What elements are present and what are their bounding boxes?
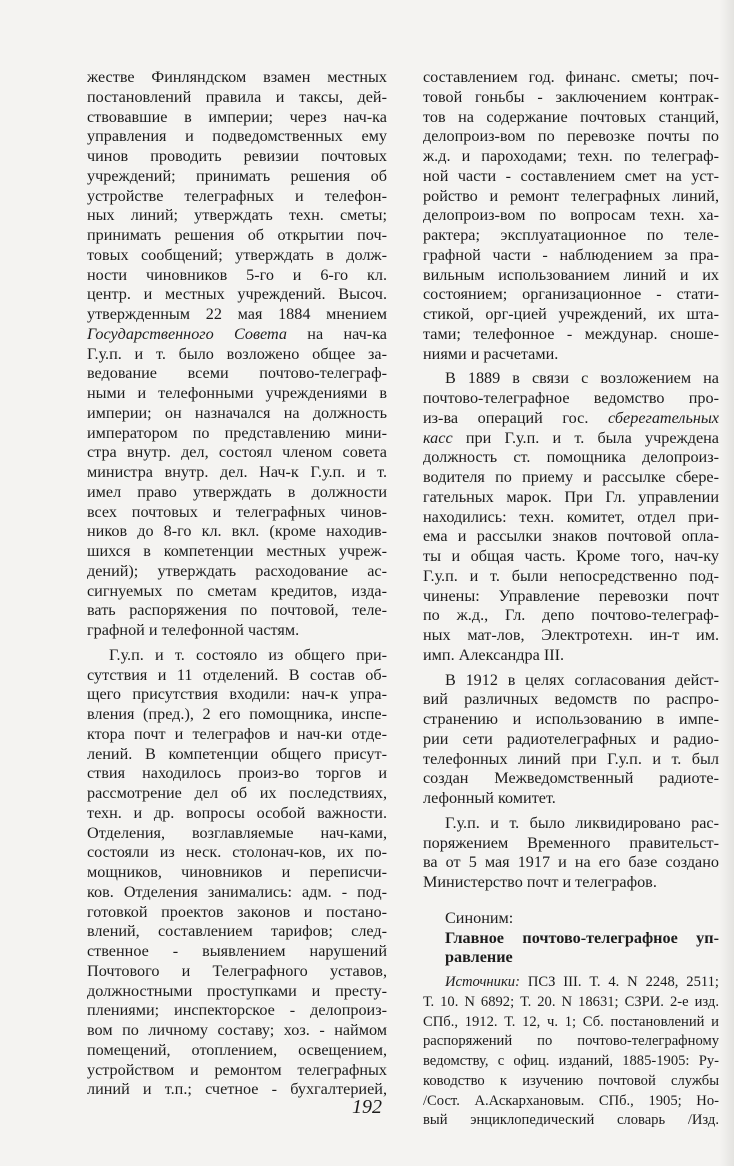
text-line: чинены: Управление перевозки почт: [423, 586, 719, 605]
text-line: вать распоряжения по почтовой, теле-: [87, 601, 387, 620]
text-line: влений, составлением тарифов; след-: [87, 922, 387, 941]
text-line: из-ва операций гос. сберегательных: [423, 408, 719, 427]
text-line: тов на содержание почтовых станций,: [423, 107, 719, 126]
text-line: рактера; эксплуатационное по теле-: [423, 226, 719, 244]
text-line: ведомству, с офиц. изданий, 1885-1905: Ру-: [423, 1053, 719, 1069]
text-line: /Сост. А.Аскархановым. СПб., 1905; Но-: [423, 1092, 719, 1109]
text-line: ема и рассылки знаков почтовой опла-: [423, 527, 719, 546]
text-line: шихся в компетенции местных учреж-: [87, 542, 387, 560]
page-edge-shadow: [720, 0, 734, 1166]
text-line: дений); утверждать расходование ас-: [87, 561, 387, 580]
text-line: состояли из неск. столонач-ков, их по-: [87, 843, 387, 862]
text-line: гательных марок. При Гл. управлении: [423, 487, 719, 506]
text-line: имп. Александра III.: [423, 645, 565, 664]
text-line: стра внутр. дел, состоял членом совета: [87, 443, 387, 462]
text-line: Г.у.п. и т. было возложено общее за-: [87, 344, 387, 363]
text-line: ж.д. и пароходами; техн. по телеграф-: [423, 147, 719, 165]
text-line: вления (пред.), 2 его помощника, инспе-: [87, 705, 387, 723]
italic-term: сберегательных: [607, 408, 719, 427]
text-line: ведование всеми почтово-телеграф-: [87, 364, 387, 383]
text-line: ников до 8-го кл. вкл. (кроме находив-: [87, 522, 387, 541]
text-line: должность ст. помощника делопроиз-: [423, 448, 719, 467]
text-line: телефонных линий при Г.у.п. и т. был: [423, 749, 719, 768]
text-line: ными и телефонными учреждениями в: [87, 384, 387, 402]
text-line: ственное - выявлением нарушений: [87, 942, 387, 960]
text-line: распоряжений по почтово-телеграфному: [423, 1033, 719, 1050]
text-line: плениями; инспекторское - делопроиз-: [87, 1001, 387, 1020]
text-line: делопроиз-вом по вопросам техн. ха-: [423, 206, 719, 225]
text-line: по ж.д., Гл. депо почтово-телеграф-: [423, 606, 719, 625]
text-line: водителя по приему и рассылке сбере-: [423, 468, 719, 486]
text-line: лефонный комитет.: [423, 789, 556, 807]
text-line: почтово-телеграфное ведомство про-: [423, 389, 719, 407]
text-line: лений. В компетенции общего присут-: [87, 744, 387, 763]
paragraph-left-2: [87, 646, 387, 1100]
text-line: министра внутр. дел. Нач-к Г.у.п. и т.: [87, 463, 387, 481]
paragraph-right-3: [423, 671, 719, 809]
text-line: ствовавшие в империи; через нач-ка: [87, 107, 387, 126]
text-line: постановлений правила и таксы, дей-: [87, 87, 387, 106]
text-line: устройством и ремонтом телеграфных: [87, 1060, 387, 1079]
text-line: щего присутствия входили: нач-к упра-: [87, 685, 387, 704]
text-line: техн. и др. вопросы особой важности.: [87, 803, 387, 822]
text-line: составлением год. финанс. сметы; поч-: [423, 68, 719, 86]
text-line: ной части - составлением смет на уст-: [423, 166, 719, 185]
text-line: ности чиновников 5-го и 6-го кл.: [87, 265, 387, 284]
italic-term: касс: [423, 428, 453, 447]
text-line: состоянием; организационное - стати-: [423, 285, 719, 304]
text-line: чинов проводить ревизии почтовых: [87, 147, 387, 165]
text-line: СПб., 1912. Т. 12, ч. 1; Сб. постановлений и: [423, 1013, 719, 1030]
text-line: готовкой проектов законов и постано-: [87, 902, 387, 921]
text-line: империи; он назначался на должность: [87, 403, 387, 422]
text-line: товой гоньбы - заключением контрак-: [423, 87, 719, 106]
text-line: ных линий; утверждать техн. сметы;: [87, 206, 387, 225]
paragraph-right-2: [423, 369, 719, 665]
text-line: ководство к изучению почтовой службы: [423, 1072, 719, 1089]
text-line: рассмотрение дел об их последствиях,: [87, 784, 387, 802]
text-line: вильным использованием линий и их: [423, 265, 719, 284]
text-line: касс при Г.у.п. и т. была учреждена: [423, 428, 719, 447]
text-line: товых сообщений; утверждать в долж-: [87, 245, 387, 264]
text-line: Отделения, возглавляемые нач-ками,: [87, 823, 387, 842]
text-line: центр. и местных учреждений. Высоч.: [87, 285, 387, 304]
text-line: линий и т.п.; счетное - бухгалтерией,: [87, 1080, 387, 1099]
paragraph-right-1: [423, 68, 719, 364]
text-line: графной и телефонной частям.: [87, 621, 300, 639]
text-line: ва от 5 мая 1917 и на его базе создано: [423, 853, 719, 872]
text-line: императором по представлению мини-: [87, 423, 387, 442]
text-line: мощников, чиновников и переписчи-: [87, 863, 387, 881]
text-line: создан Межведомственный радиоте-: [423, 769, 719, 788]
text-line: ствия находилось произ-во торгов и: [87, 764, 387, 783]
text-line: ных мат-лов, Электротехн. ин-т им.: [423, 626, 719, 644]
text-line: управления и подведомственных ему: [87, 127, 387, 146]
text-line: имел право утверждать в должности: [87, 482, 387, 501]
text-line: Источники: ПСЗ III. Т. 4. N 2248, 2511;: [445, 974, 719, 990]
paragraph-left-1: [87, 68, 387, 641]
text-line: стикой, орг-цией учреждений, их шта-: [423, 305, 719, 323]
synonym-term: равление: [445, 948, 513, 967]
text-line: ктора почт и телеграфов и нач-ки отде-: [87, 724, 387, 743]
right-column: [423, 68, 719, 1131]
text-line: делопроиз-вом по перевозке почты по: [423, 127, 719, 146]
text-line: устройстве телеграфных и телефон-: [87, 186, 387, 205]
text-line: Г.у.п. и т. было ликвидировано рас-: [445, 813, 719, 832]
text-line: находились: техн. комитет, отдел при-: [423, 507, 719, 526]
text-line: Г.у.п. и т. были непосредственно под-: [423, 566, 719, 585]
text-line: учреждений; принимать решения об: [87, 166, 387, 185]
text-line: ройство и ремонт телеграфных линий,: [423, 186, 719, 205]
text-line: Г.у.п. и т. состояло из общего при-: [109, 645, 387, 664]
italic-term: Государственного Совета: [87, 324, 287, 343]
left-column: [87, 68, 387, 1100]
text-line: сигнуемых по сметам кредитов, изда-: [87, 581, 387, 600]
text-line: сутствия и 11 отделений. В состав об-: [87, 665, 387, 684]
text-line: ков. Отделения занимались: адм. - под-: [87, 882, 387, 901]
text-line: принимать решения об открытии поч-: [87, 226, 387, 244]
text-line: Государственного Совета на нач-ка: [87, 324, 387, 343]
text-line: тами; телефонное - междунар. сноше-: [423, 324, 719, 343]
synonym-block: [423, 909, 719, 968]
text-line: Т. 10. N 6892; Т. 20. N 18631; СЗРИ. 2-е изд.: [423, 993, 719, 1010]
page-number: 192: [352, 1096, 382, 1118]
synonym-term: Главное почтово-телеграфное уп-: [445, 928, 719, 947]
text-line: помещений, отоплением, освещением,: [87, 1040, 387, 1059]
text-line: Министерство почт и телеграфов.: [423, 873, 657, 891]
text-line: ниями и расчетами.: [423, 344, 559, 363]
text-line: ты и общая часть. Кроме того, нач-ку: [423, 547, 719, 565]
synonym-label: Синоним:: [445, 908, 514, 927]
text-line: Почтового и Телеграфного уставов,: [87, 961, 387, 980]
sources-label: Источники:: [445, 974, 520, 990]
text-line: всех почтовых и телеграфных чинов-: [87, 502, 387, 521]
text-line: вом по личному составу; хоз. - наймом: [87, 1021, 387, 1039]
text-line: графной части - наблюдением за пра-: [423, 245, 719, 264]
text-line: должностными проступками и престу-: [87, 981, 387, 1000]
text-line: В 1912 в целях согласования дейст-: [445, 670, 719, 689]
text-line: поряжением Временного правительст-: [423, 833, 719, 852]
text-line: жестве Финляндском взамен местных: [87, 68, 387, 86]
text-line: вий различных ведомств по распро-: [423, 690, 719, 709]
text-line: рии сети радиотелеграфных и радио-: [423, 729, 719, 748]
text-line: вый энциклопедический словарь /Изд.: [423, 1112, 719, 1129]
paragraph-right-4: [423, 814, 719, 893]
text-line: странению и использованию в импе-: [423, 710, 719, 728]
text-line: утвержденным 22 мая 1884 мнением: [87, 305, 387, 323]
text-line: В 1889 в связи с возложением на: [445, 369, 719, 388]
